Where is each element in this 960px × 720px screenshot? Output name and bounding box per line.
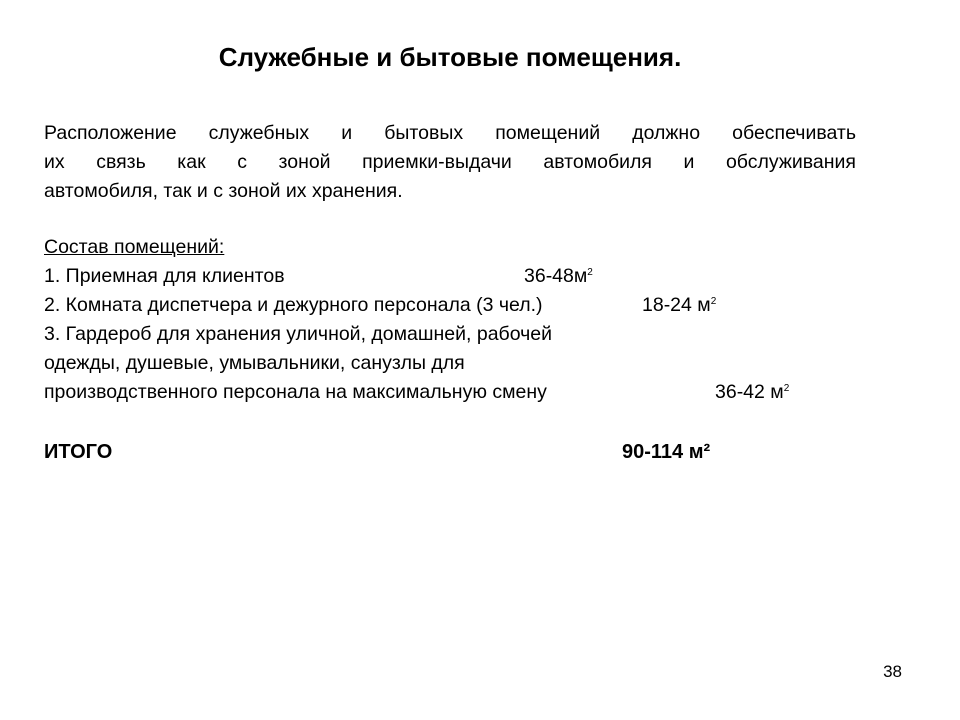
room-item-continued bbox=[44, 378, 864, 407]
area-unit-power: 2 bbox=[710, 296, 717, 307]
total-row bbox=[44, 441, 864, 471]
room-name: 3. Гардероб для хранения уличной, домашней, рабочей bbox=[44, 323, 553, 345]
rooms-list bbox=[44, 233, 864, 407]
total-label: ИТОГО bbox=[44, 441, 113, 463]
room-item bbox=[44, 291, 864, 320]
intro-line: автомобиля, так и с зоной их хранения. bbox=[44, 180, 403, 202]
room-name: одежды, душевые, умывальники, санузлы для bbox=[44, 352, 465, 374]
room-item bbox=[44, 262, 864, 291]
page-number: 38 bbox=[883, 662, 902, 681]
room-item-continued bbox=[44, 349, 864, 378]
slide-title: Служебные и бытовые помещения. bbox=[218, 42, 682, 72]
area-unit-power: 2 bbox=[783, 383, 790, 394]
intro-line: их связь как с зоной приемки-выдачи автомобиля и обслуживания bbox=[44, 151, 856, 173]
room-area-value: 18-24 м bbox=[642, 294, 711, 316]
room-area-value: 36-48м bbox=[524, 265, 588, 287]
room-name: производственного персонала на максимальную смену bbox=[44, 381, 547, 403]
rooms-heading: Состав помещений: bbox=[44, 236, 225, 258]
total-value: 90-114 м² bbox=[622, 441, 711, 463]
room-item bbox=[44, 320, 864, 349]
room-name: 2. Комната диспетчера и дежурного персонала (3 чел.) bbox=[44, 294, 543, 316]
room-area bbox=[524, 262, 593, 291]
area-unit-power: 2 bbox=[587, 267, 593, 278]
room-name: 1. Приемная для клиентов bbox=[44, 265, 285, 287]
room-area bbox=[642, 291, 716, 320]
intro-paragraph bbox=[44, 119, 856, 206]
room-area-value: 36-42 м bbox=[715, 381, 784, 403]
intro-line: Расположение служебных и бытовых помещений должно обеспечивать bbox=[44, 122, 856, 144]
room-area bbox=[715, 378, 789, 407]
